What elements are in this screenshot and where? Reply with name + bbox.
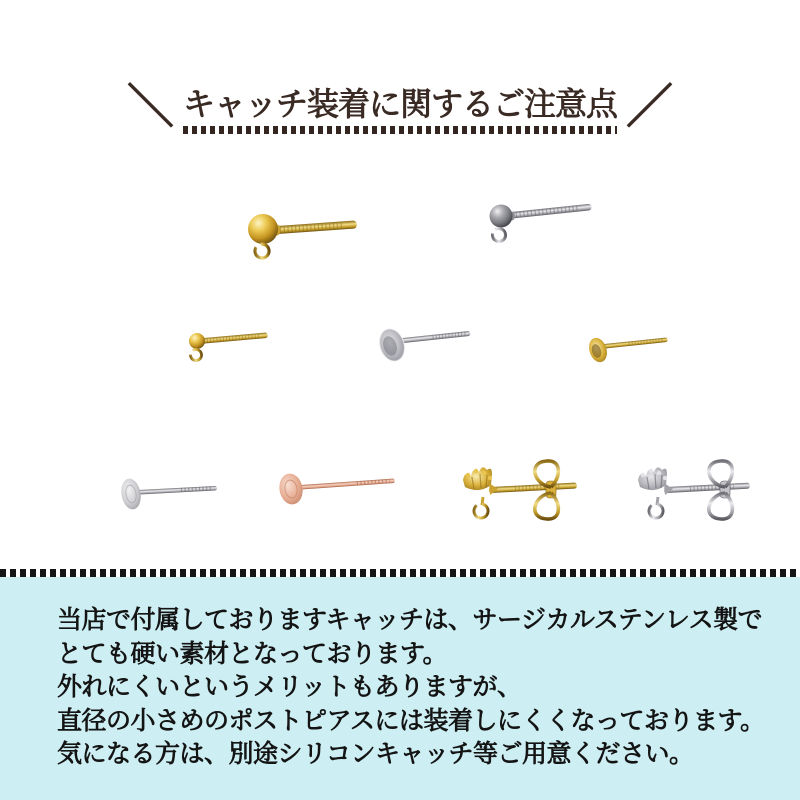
page-title — [0, 79, 800, 134]
note-line: 当店で付属しておりますキャッチは、サージカルステンレス製で — [57, 606, 763, 634]
note-line: 直径の小さめのポストピアスには装着しにくくなっております。 — [57, 706, 765, 735]
silver-cup-post-image — [377, 325, 475, 367]
page-title-text: キャッチ装着に関するご注意点 — [183, 86, 617, 134]
gold-ball-post-with-loop-image — [247, 205, 365, 263]
note-line: とても硬い素材となっております。 — [57, 639, 448, 668]
gold-prong-stud-with-butterfly-catch-image — [455, 450, 589, 528]
silver-flat-pad-post-image — [119, 475, 223, 515]
dotted-divider — [0, 569, 800, 577]
gold-cup-post-image — [587, 333, 677, 369]
note-line: 外れにくいというメリットもありますが、 — [57, 673, 522, 701]
silver-prong-stud-with-butterfly-catch-image — [630, 450, 760, 528]
note-line: 気になる方は、別途シリコンキャッチ等ご用意ください。 — [57, 740, 694, 768]
rose-gold-flat-pad-post-image — [277, 471, 401, 509]
silver-ball-post-with-loop-image — [486, 197, 598, 249]
title-right-slash-decoration: ／ — [626, 79, 673, 133]
gold-small-ball-post-with-loop-image — [186, 329, 278, 369]
title-left-slash-decoration: ＼ — [126, 79, 174, 133]
note-panel — [0, 577, 800, 800]
